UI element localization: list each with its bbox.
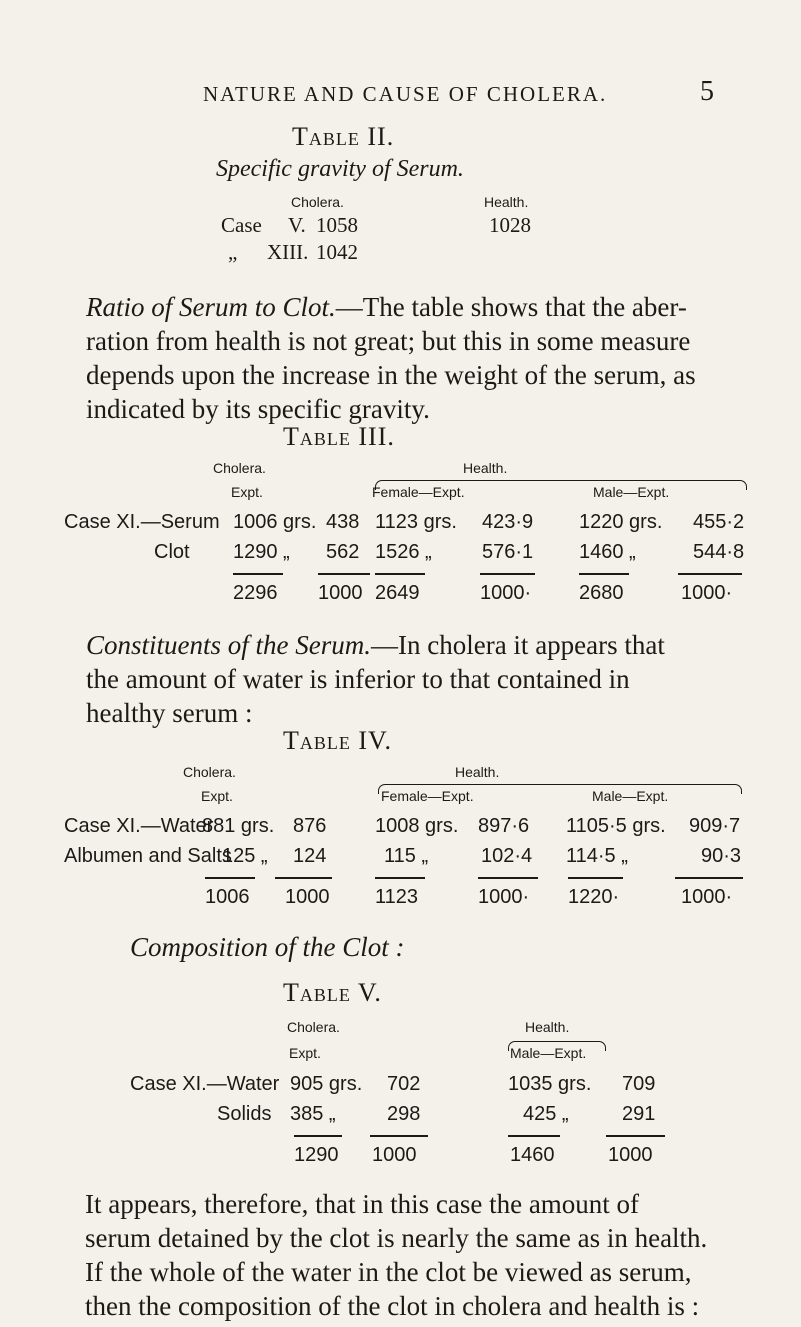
text-line: —The table shows that the aber-	[335, 292, 687, 322]
col-sub-female: Female—Expt.	[372, 484, 465, 500]
col-header-health: Health.	[484, 194, 529, 210]
col-sub-expt: Expt.	[231, 484, 263, 500]
text-line: indicated by its specific gravity.	[86, 394, 430, 424]
total-cell: 2680	[579, 582, 624, 604]
cell: 90·3	[701, 845, 742, 867]
cell: 702	[387, 1073, 421, 1095]
cell: 709	[622, 1073, 656, 1095]
sum-rule	[233, 573, 283, 575]
paragraph-conclusion	[85, 1187, 715, 1323]
cell: 385 „	[290, 1103, 336, 1125]
total-cell: 1000	[372, 1144, 417, 1166]
sum-rule	[480, 573, 535, 575]
sum-rule	[294, 1135, 342, 1137]
col-header-cholera: Cholera.	[287, 1019, 340, 1035]
row-case-number: V.	[288, 213, 306, 237]
paragraph-lead: Ratio of Serum to Clot.	[86, 292, 336, 322]
section-heading: Composition of the Clot :	[130, 932, 405, 962]
running-title: NATURE AND CAUSE OF CHOLERA.	[203, 82, 608, 106]
text-line: healthy serum :	[86, 698, 253, 728]
sum-rule	[318, 573, 370, 575]
sum-rule	[375, 573, 425, 575]
sum-rule	[478, 877, 538, 879]
total-cell: 1000·	[681, 886, 733, 908]
row-label: „	[228, 240, 238, 264]
col-header-health: Health.	[455, 764, 500, 780]
cell: 1105·5 grs.	[566, 815, 666, 837]
sum-rule	[606, 1135, 665, 1137]
col-sub-male: Male—Expt.	[510, 1045, 587, 1061]
cell: 876	[293, 815, 327, 837]
cell: 1526 „	[375, 541, 432, 563]
total-cell: 1123	[375, 886, 419, 908]
cell: 102·4	[481, 845, 533, 867]
total-cell: 1460	[510, 1144, 555, 1166]
text-line: serum detained by the clot is nearly the same as in health.	[85, 1223, 708, 1253]
sum-rule	[370, 1135, 428, 1137]
text-line: If the whole of the water in the clot be viewed as serum,	[85, 1257, 692, 1287]
text-line: ration from health is not great; but this in some measure	[86, 326, 691, 356]
cell: 423·9	[482, 511, 534, 533]
cell-cholera: 1058	[316, 213, 358, 237]
total-cell: 1000·	[478, 886, 530, 908]
sum-rule	[568, 877, 623, 879]
cell: 298	[387, 1103, 421, 1125]
total-cell: 1290	[294, 1144, 339, 1166]
col-header-cholera: Cholera.	[213, 460, 266, 476]
text-line: —In cholera it appears that	[371, 630, 665, 660]
total-cell: 2296	[233, 582, 278, 604]
sum-rule	[508, 1135, 560, 1137]
cell-cholera: 1042	[316, 240, 358, 264]
sum-rule	[579, 573, 629, 575]
row-case-number: XIII.	[267, 240, 309, 264]
cell: 1123 grs.	[375, 511, 457, 533]
cell: 114·5 „	[566, 845, 628, 867]
row-label: Clot	[154, 541, 190, 563]
sum-rule	[675, 877, 743, 879]
cell: 438	[326, 511, 360, 533]
total-cell: 1000	[608, 1144, 653, 1166]
text-line: It appears, therefore, that in this case the amount of	[85, 1189, 640, 1219]
total-cell: 1000·	[681, 582, 733, 604]
table-title: Table II.	[292, 122, 395, 151]
sum-rule	[275, 877, 332, 879]
col-header-cholera: Cholera.	[183, 764, 236, 780]
cell: 881 grs.	[202, 815, 275, 837]
text-line: the amount of water is inferior to that contained in	[86, 664, 630, 694]
cell: 1006 grs.	[233, 511, 317, 533]
total-cell: 1000	[285, 886, 330, 908]
col-sub-male: Male—Expt.	[592, 788, 669, 804]
paragraph-constituents	[86, 628, 716, 730]
cell: 125 „	[222, 845, 268, 867]
cell: 562	[326, 541, 360, 563]
cell: 115 „	[384, 845, 429, 867]
cell: 897·6	[478, 815, 530, 837]
row-label: Solids	[217, 1103, 272, 1125]
row-label: Case XI.—Serum	[64, 511, 220, 533]
row-label: Case XI.—Water	[64, 815, 214, 837]
table-title: Table III.	[283, 422, 395, 451]
table-subtitle: Specific gravity of Serum.	[216, 156, 464, 182]
cell: 1220 grs.	[579, 511, 663, 533]
paragraph-ratio	[86, 290, 716, 426]
col-header-health: Health.	[525, 1019, 570, 1035]
total-cell: 1220·	[568, 886, 620, 908]
sum-rule	[205, 877, 255, 879]
total-cell: 1006	[205, 886, 250, 908]
cell: 1460 „	[579, 541, 636, 563]
row-label: Case	[221, 213, 262, 237]
col-sub-expt: Expt.	[289, 1045, 321, 1061]
col-header-cholera: Cholera.	[291, 194, 344, 210]
total-cell: 2649	[375, 582, 420, 604]
total-cell: 1000·	[480, 582, 532, 604]
sum-rule	[375, 877, 425, 879]
col-sub-female: Female—Expt.	[381, 788, 474, 804]
total-cell: 1000	[318, 582, 363, 604]
col-sub-expt: Expt.	[201, 788, 233, 804]
cell: 576·1	[482, 541, 534, 563]
text-line: depends upon the increase in the weight of the serum, as	[86, 360, 696, 390]
cell: 455·2	[693, 511, 745, 533]
text-line: then the composition of the clot in cholera and health is :	[85, 1291, 700, 1321]
cell: 544·8	[693, 541, 745, 563]
cell: 124	[293, 845, 327, 867]
cell: 1035 grs.	[508, 1073, 592, 1095]
table-title: Table V.	[283, 978, 382, 1007]
page-number: 5	[700, 76, 714, 107]
paragraph-lead: Constituents of the Serum.	[86, 630, 371, 660]
row-label: Case XI.—Water	[130, 1073, 280, 1095]
cell: 909·7	[689, 815, 741, 837]
cell: 1008 grs.	[375, 815, 459, 837]
col-sub-male: Male—Expt.	[593, 484, 670, 500]
cell: 291	[622, 1103, 656, 1125]
table-title: Table IV.	[283, 726, 392, 755]
cell-health: 1028	[489, 213, 531, 237]
cell: 1290 „	[233, 541, 290, 563]
row-label: Albumen and Salts	[64, 845, 232, 867]
cell: 425 „	[523, 1103, 569, 1125]
cell: 905 grs.	[290, 1073, 363, 1095]
col-header-health: Health.	[463, 460, 508, 476]
sum-rule	[678, 573, 742, 575]
